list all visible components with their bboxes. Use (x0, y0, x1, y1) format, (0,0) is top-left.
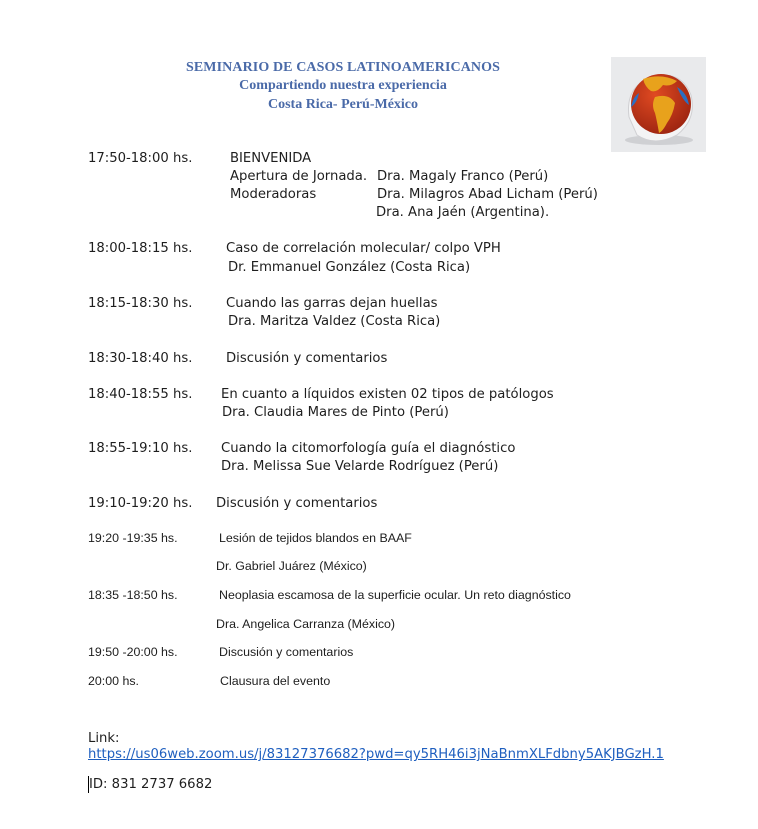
time-slot: 19:10-19:20 hs. (88, 496, 193, 511)
zoom-link[interactable]: https://us06web.zoom.us/j/83127376682?pwd=qy5RH46i3jNaBnmXLFdbny5AKJBGzH.1 (88, 747, 664, 762)
time-slot: 18:55-19:10 hs. (88, 441, 193, 456)
opening-label: Apertura de Jornada. (230, 169, 368, 184)
time-slot: 18:40-18:55 hs. (88, 387, 193, 402)
session-title: Cuando la citomorfología guía el diagnóstico (221, 441, 516, 456)
session-speaker: Dra. Claudia Mares de Pinto (Perú) (222, 405, 449, 420)
session-title: Caso de correlación molecular/ colpo VPH (226, 241, 501, 256)
link-label: Link: (88, 731, 120, 746)
session-title: Cuando las garras dejan huellas (226, 296, 438, 311)
time-slot: 20:00 hs. (88, 674, 139, 688)
globe-logo (611, 57, 706, 152)
moderator: Dra. Ana Jaén (Argentina). (376, 205, 550, 220)
session-title: Discusión y comentarios (219, 645, 354, 659)
seminar-subtitle: Compartiendo nuestra experiencia (239, 78, 447, 93)
moderators-label: Moderadoras (230, 187, 317, 202)
session-speaker: Dr. Gabriel Juárez (México) (216, 559, 367, 573)
session-speaker: Dra. Maritza Valdez (Costa Rica) (228, 314, 441, 329)
time-slot: 18:35 -18:50 hs. (88, 588, 178, 602)
opening-speaker: Dra. Magaly Franco (Perú) (377, 169, 549, 184)
session-speaker: Dra. Melissa Sue Velarde Rodríguez (Perú) (221, 459, 499, 474)
seminar-countries: Costa Rica- Perú-México (267, 97, 419, 112)
session-title: Discusión y comentarios (226, 351, 388, 366)
session-title: En cuanto a líquidos existen 02 tipos de patólogos (221, 387, 554, 402)
meeting-id: ID: 831 2737 6682 (89, 777, 213, 792)
seminar-title: SEMINARIO DE CASOS LATINOAMERICANOS (185, 60, 500, 75)
session-title: Neoplasia escamosa de la superficie ocular. Un reto diagnóstico (219, 588, 571, 602)
session-title: Lesión de tejidos blandos en BAAF (219, 531, 412, 545)
time-slot: 17:50-18:00 hs. (88, 151, 193, 166)
time-slot: 18:00-18:15 hs. (88, 241, 193, 256)
session-title: BIENVENIDA (230, 151, 312, 166)
session-title: Discusión y comentarios (216, 496, 378, 511)
time-slot: 19:50 -20:00 hs. (88, 645, 178, 659)
session-speaker: Dra. Angelica Carranza (México) (216, 617, 396, 631)
session-speaker: Dr. Emmanuel González (Costa Rica) (228, 260, 471, 275)
time-slot: 18:15-18:30 hs. (88, 296, 193, 311)
globe-icon (611, 57, 706, 152)
moderator: Dra. Milagros Abad Licham (Perú) (377, 187, 598, 202)
session-title: Clausura del evento (220, 674, 331, 688)
time-slot: 18:30-18:40 hs. (88, 351, 193, 366)
time-slot: 19:20 -19:35 hs. (88, 531, 178, 545)
